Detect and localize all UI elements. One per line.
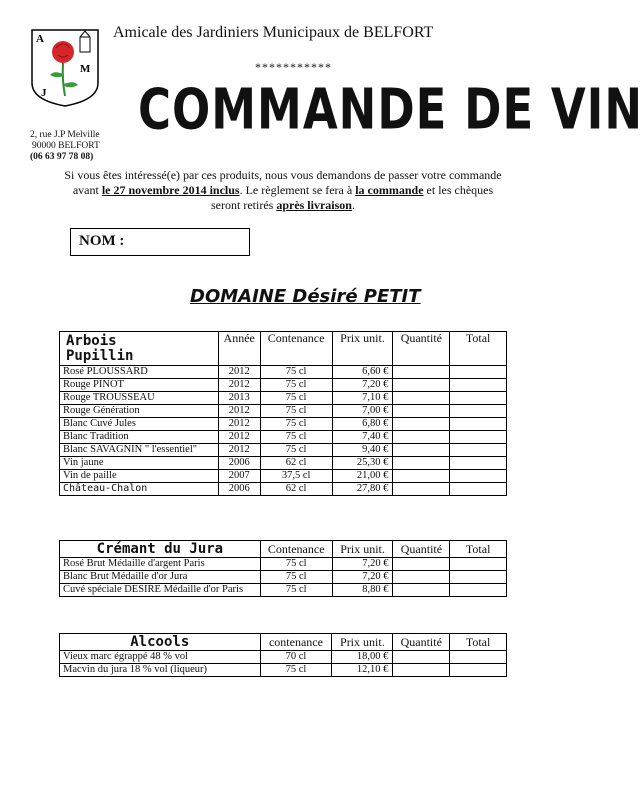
price-cell: 7,40 € xyxy=(332,431,393,444)
wine-name: Château-Chalon xyxy=(60,483,219,496)
stars-divider: *********** xyxy=(255,60,332,74)
tower-icon xyxy=(80,37,90,52)
total-cell xyxy=(450,558,507,571)
price-cell: 25,30 € xyxy=(332,457,393,470)
volume-cell: 75 cl xyxy=(260,366,332,379)
year-cell: 2012 xyxy=(218,418,260,431)
quantity-cell[interactable] xyxy=(393,571,450,584)
wine-name: Blanc Tradition xyxy=(60,431,219,444)
col-header: Année xyxy=(218,332,260,366)
year-cell: 2006 xyxy=(218,483,260,496)
price-cell: 7,10 € xyxy=(332,392,393,405)
price-cell: 12,10 € xyxy=(332,664,393,677)
table-row xyxy=(60,405,507,418)
price-cell: 6,60 € xyxy=(332,366,393,379)
col-header: Prix unit. xyxy=(332,634,393,651)
total-cell xyxy=(450,664,507,677)
quantity-cell[interactable] xyxy=(393,431,450,444)
volume-cell: 75 cl xyxy=(260,405,332,418)
wine-name: Rosé PLOUSSARD xyxy=(60,366,219,379)
volume-cell: 75 cl xyxy=(260,418,332,431)
total-cell xyxy=(450,444,507,457)
year-cell: 2012 xyxy=(218,405,260,418)
name-label: NOM : xyxy=(79,233,125,249)
quantity-cell[interactable] xyxy=(393,366,450,379)
volume-cell: 75 cl xyxy=(260,571,332,584)
table-title: Alcools xyxy=(60,634,261,651)
volume-cell: 75 cl xyxy=(260,379,332,392)
col-header: Quantité xyxy=(393,634,450,651)
cremant-table xyxy=(59,540,507,597)
quantity-cell[interactable] xyxy=(393,470,450,483)
svg-text:A: A xyxy=(36,33,44,45)
association-logo xyxy=(30,28,100,108)
col-header: Prix unit. xyxy=(332,332,393,366)
price-cell: 7,20 € xyxy=(332,379,393,392)
wine-name: Vin jaune xyxy=(60,457,219,470)
volume-cell: 75 cl xyxy=(260,558,332,571)
price-cell: 27,80 € xyxy=(332,483,393,496)
table-row xyxy=(60,584,507,597)
col-header: Prix unit. xyxy=(332,541,393,558)
quantity-cell[interactable] xyxy=(393,444,450,457)
quantity-cell[interactable] xyxy=(393,392,450,405)
alcools-table xyxy=(59,633,507,677)
price-cell: 9,40 € xyxy=(332,444,393,457)
year-cell: 2013 xyxy=(218,392,260,405)
total-cell xyxy=(450,366,507,379)
quantity-cell[interactable] xyxy=(393,558,450,571)
table-row xyxy=(60,664,507,677)
svg-text:M: M xyxy=(80,63,91,75)
total-cell xyxy=(450,431,507,444)
product-name: Rosé Brut Médaille d'argent Paris xyxy=(60,558,261,571)
quantity-cell[interactable] xyxy=(393,457,450,470)
price-cell: 6,80 € xyxy=(332,418,393,431)
col-header: contenance xyxy=(260,634,332,651)
table-row xyxy=(60,558,507,571)
volume-cell: 75 cl xyxy=(260,584,332,597)
after-delivery: après livraison xyxy=(276,198,352,212)
product-name: Macvin du jura 18 % vol (liqueur) xyxy=(60,664,261,677)
price-cell: 18,00 € xyxy=(332,651,393,664)
volume-cell: 62 cl xyxy=(260,483,332,496)
year-cell: 2012 xyxy=(218,444,260,457)
total-cell xyxy=(450,651,507,664)
year-cell: 2007 xyxy=(218,470,260,483)
col-header: Total xyxy=(450,332,507,366)
table-row xyxy=(60,470,507,483)
total-cell xyxy=(450,379,507,392)
table-row xyxy=(60,483,507,496)
table-row xyxy=(60,392,507,405)
price-cell: 8,80 € xyxy=(332,584,393,597)
table-row xyxy=(60,444,507,457)
quantity-cell[interactable] xyxy=(393,584,450,597)
name-field[interactable] xyxy=(70,228,250,256)
total-cell xyxy=(450,392,507,405)
table-title: Arbois Pupillin xyxy=(60,332,219,366)
price-cell: 21,00 € xyxy=(332,470,393,483)
table-row xyxy=(60,651,507,664)
table-title: Crémant du Jura xyxy=(60,541,261,558)
quantity-cell[interactable] xyxy=(393,418,450,431)
address-street: 2, rue J.P Melville xyxy=(30,130,100,140)
year-cell: 2012 xyxy=(218,431,260,444)
total-cell xyxy=(450,571,507,584)
wine-name: Vin de paille xyxy=(60,470,219,483)
association-name: Amicale des Jardiniers Municipaux de BELFORT xyxy=(113,24,434,41)
year-cell: 2006 xyxy=(218,457,260,470)
svg-text:J: J xyxy=(41,87,47,99)
wine-name: Blanc Cuvé Jules xyxy=(60,418,219,431)
address-city: 90000 BELFORT xyxy=(32,141,100,151)
volume-cell: 70 cl xyxy=(260,651,332,664)
total-cell xyxy=(450,470,507,483)
col-header: Contenance xyxy=(260,541,332,558)
quantity-cell[interactable] xyxy=(393,664,450,677)
table-row xyxy=(60,366,507,379)
wine-name: Rouge TROUSSEAU xyxy=(60,392,219,405)
arbois-wine-table xyxy=(59,331,507,496)
table-row xyxy=(60,457,507,470)
wine-name: Rouge Génération xyxy=(60,405,219,418)
product-name: Blanc Brut Médaille d'or Jura xyxy=(60,571,261,584)
table-row xyxy=(60,431,507,444)
total-cell xyxy=(450,405,507,418)
col-header: Total xyxy=(450,541,507,558)
total-cell xyxy=(450,418,507,431)
price-cell: 7,20 € xyxy=(332,558,393,571)
table-row xyxy=(60,571,507,584)
total-cell xyxy=(450,483,507,496)
wine-name: Rouge PINOT xyxy=(60,379,219,392)
total-cell xyxy=(450,584,507,597)
payment-at-order: la commande xyxy=(355,183,424,197)
table-row xyxy=(60,379,507,392)
quantity-cell[interactable] xyxy=(393,483,450,496)
domaine-heading: DOMAINE Désiré PETIT xyxy=(190,286,421,307)
price-cell: 7,20 € xyxy=(332,571,393,584)
table-row xyxy=(60,418,507,431)
product-name: Cuvé spéciale DESIRE Médaille d'or Paris xyxy=(60,584,261,597)
total-cell xyxy=(450,457,507,470)
year-cell: 2012 xyxy=(218,366,260,379)
volume-cell: 37,5 cl xyxy=(260,470,332,483)
volume-cell: 62 cl xyxy=(260,457,332,470)
col-header: Quantité xyxy=(393,332,450,366)
wine-name: Blanc SAVAGNIN " l'essentiel" xyxy=(60,444,219,457)
col-header: Quantité xyxy=(393,541,450,558)
intro-paragraph: Si vous êtes intéressé(e) par ces produits, nous vous demandons de passer votre commande avant le 27 novembre 2014 inclus. Le règlement se fera à la commande et les chèques seront retirés après livraison. xyxy=(64,168,502,212)
deadline-date: le 27 novembre 2014 inclus xyxy=(101,183,240,197)
quantity-cell[interactable] xyxy=(393,651,450,664)
quantity-cell[interactable] xyxy=(393,405,450,418)
col-header: Contenance xyxy=(260,332,332,366)
address-phone: (06 63 97 78 08) xyxy=(30,152,94,162)
volume-cell: 75 cl xyxy=(260,664,332,677)
volume-cell: 75 cl xyxy=(260,431,332,444)
volume-cell: 75 cl xyxy=(260,444,332,457)
volume-cell: 75 cl xyxy=(260,392,332,405)
product-name: Vieux marc égrappé 48 % vol xyxy=(60,651,261,664)
quantity-cell[interactable] xyxy=(393,379,450,392)
col-header: Total xyxy=(450,634,507,651)
page-title: COMMANDE DE VIN xyxy=(138,76,643,143)
price-cell: 7,00 € xyxy=(332,405,393,418)
year-cell: 2012 xyxy=(218,379,260,392)
